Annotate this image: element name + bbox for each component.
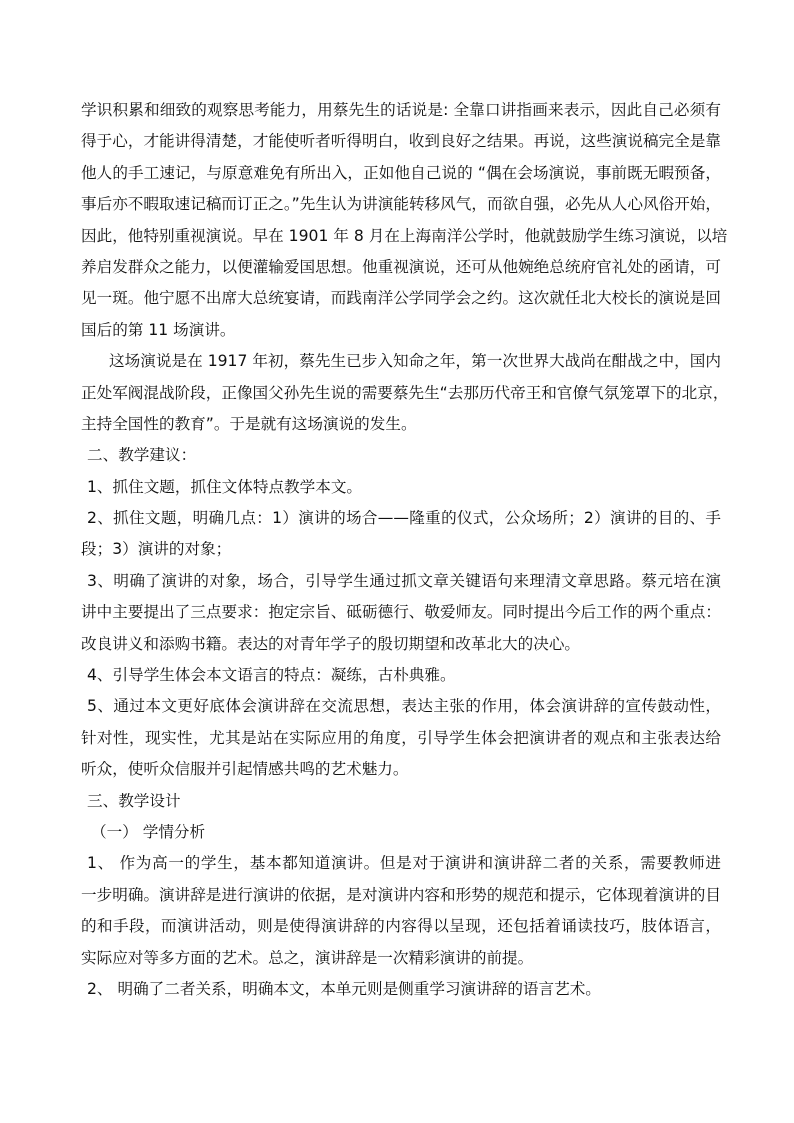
document-body	[81, 95, 729, 1005]
text-line: 见一斑。他宁愿不出席大总统宴请，而践南洋公学同学会之约。这次就任北大校长的演说是回	[81, 289, 721, 308]
suggestion-item-1	[81, 472, 721, 503]
text-line: 3、明确了演讲的对象，场合，引导学生通过抓文章关键语句来理清文章思路。蔡元培在演	[87, 571, 721, 590]
subheading-student-analysis	[81, 817, 721, 848]
text-line: 一步明确。演讲辞是进行演讲的依据，是对演讲内容和形势的规范和提示，它体现着演讲的目	[81, 885, 721, 904]
text-line: 2、抓住文题，明确几点：1）演讲的场合——隆重的仪式，公众场所；2）演讲的目的、手	[87, 509, 721, 528]
text-line: 1、 作为高一的学生，基本都知道演讲。但是对于演讲和演讲辞二者的关系，需要教师进	[87, 854, 721, 873]
text-line: 学识积累和细致的观察思考能力，用蔡先生的话说是: 全靠口讲指画来表示，因此自己必须有	[81, 101, 721, 119]
text-line: 听众，使听众信服并引起情感共鸣的艺术魅力。	[81, 760, 409, 779]
text-line: 针对性，现实性，尤其是站在实际应用的角度，引导学生体会把演讲者的观点和主张表达给	[81, 728, 721, 747]
text-line: 段；3）演讲的对象；	[81, 540, 232, 559]
heading-text: 二、教学建议：	[87, 446, 197, 465]
text-line: 4、引导学生体会本文语言的特点：凝练，古朴典雅。	[87, 666, 456, 685]
text-line: 讲中主要提出了三点要求：抱定宗旨、砥砺德行、敬爱师友。同时提出今后工作的两个重点：	[81, 603, 721, 622]
suggestion-item-3	[81, 566, 721, 660]
heading-text: （一） 学情分析	[91, 822, 206, 841]
text-line: 主持全国性的教育”。于是就有这场演说的发生。	[81, 414, 417, 433]
section-heading-teaching-design	[81, 786, 721, 817]
paragraph-background	[81, 95, 728, 346]
text-line: 2、 明确了二者关系，明确本文，本单元则是侧重学习演讲辞的语言艺术。	[87, 979, 601, 998]
text-line: 养启发群众之能力，以便灌输爱国思想。他重视演说，还可从他婉绝总统府官礼处的函请，可	[81, 257, 721, 276]
analysis-item-2	[81, 974, 721, 1005]
text-line: 改良讲义和添购书籍。表达的对青年学子的殷切期望和改革北大的决心。	[81, 634, 581, 653]
suggestion-item-5	[81, 691, 721, 785]
section-heading-teaching-suggestions	[81, 440, 721, 471]
suggestion-item-4	[81, 660, 721, 691]
text-line: 的和手段，而演讲活动，则是使得演讲辞的内容得以呈现，还包括着诵读技巧，肢体语言，	[81, 917, 721, 936]
text-line: 国后的第 11 场演讲。	[81, 320, 236, 339]
text-line: 这场演说是在 1917 年初，蔡先生已步入知命之年，第一次世界大战尚在酣战之中，国内	[109, 352, 721, 371]
text-line: 事后亦不暇取速记稿而订正之。”先生认为讲演能转移风气，而欲自强，必先从人心风俗开始，	[81, 195, 721, 214]
text-line: 他人的手工速记，与原意难免有所出入，正如他自己说的 “偶在会场演说，事前既无暇预备，	[81, 163, 721, 182]
suggestion-item-2	[81, 503, 721, 566]
text-line: 因此，他特别重视演说。早在 1901 年 8 月在上海南洋公学时，他就鼓励学生练习演说，以培	[81, 226, 728, 245]
analysis-item-1	[81, 848, 721, 974]
text-line: 得于心，才能讲得清楚，才能使听者听得明白，收到良好之结果。再说，这些演说稿完全是靠	[81, 132, 721, 151]
text-line: 正处军阀混战阶段，正像国父孙先生说的需要蔡先生“去那历代帝王和官僚气氛笼罩下的北京，	[81, 383, 729, 402]
paragraph-speech-context	[81, 346, 729, 440]
text-line: 实际应对等多方面的艺术。总之，演讲辞是一次精彩演讲的前提。	[81, 948, 534, 967]
text-line: 5、通过本文更好底体会演讲辞在交流思想，表达主张的作用，体会演讲辞的宣传鼓动性，	[87, 697, 721, 716]
text-line: 1、抓住文题，抓住文体特点教学本文。	[87, 477, 363, 496]
heading-text: 三、教学设计	[87, 791, 181, 810]
